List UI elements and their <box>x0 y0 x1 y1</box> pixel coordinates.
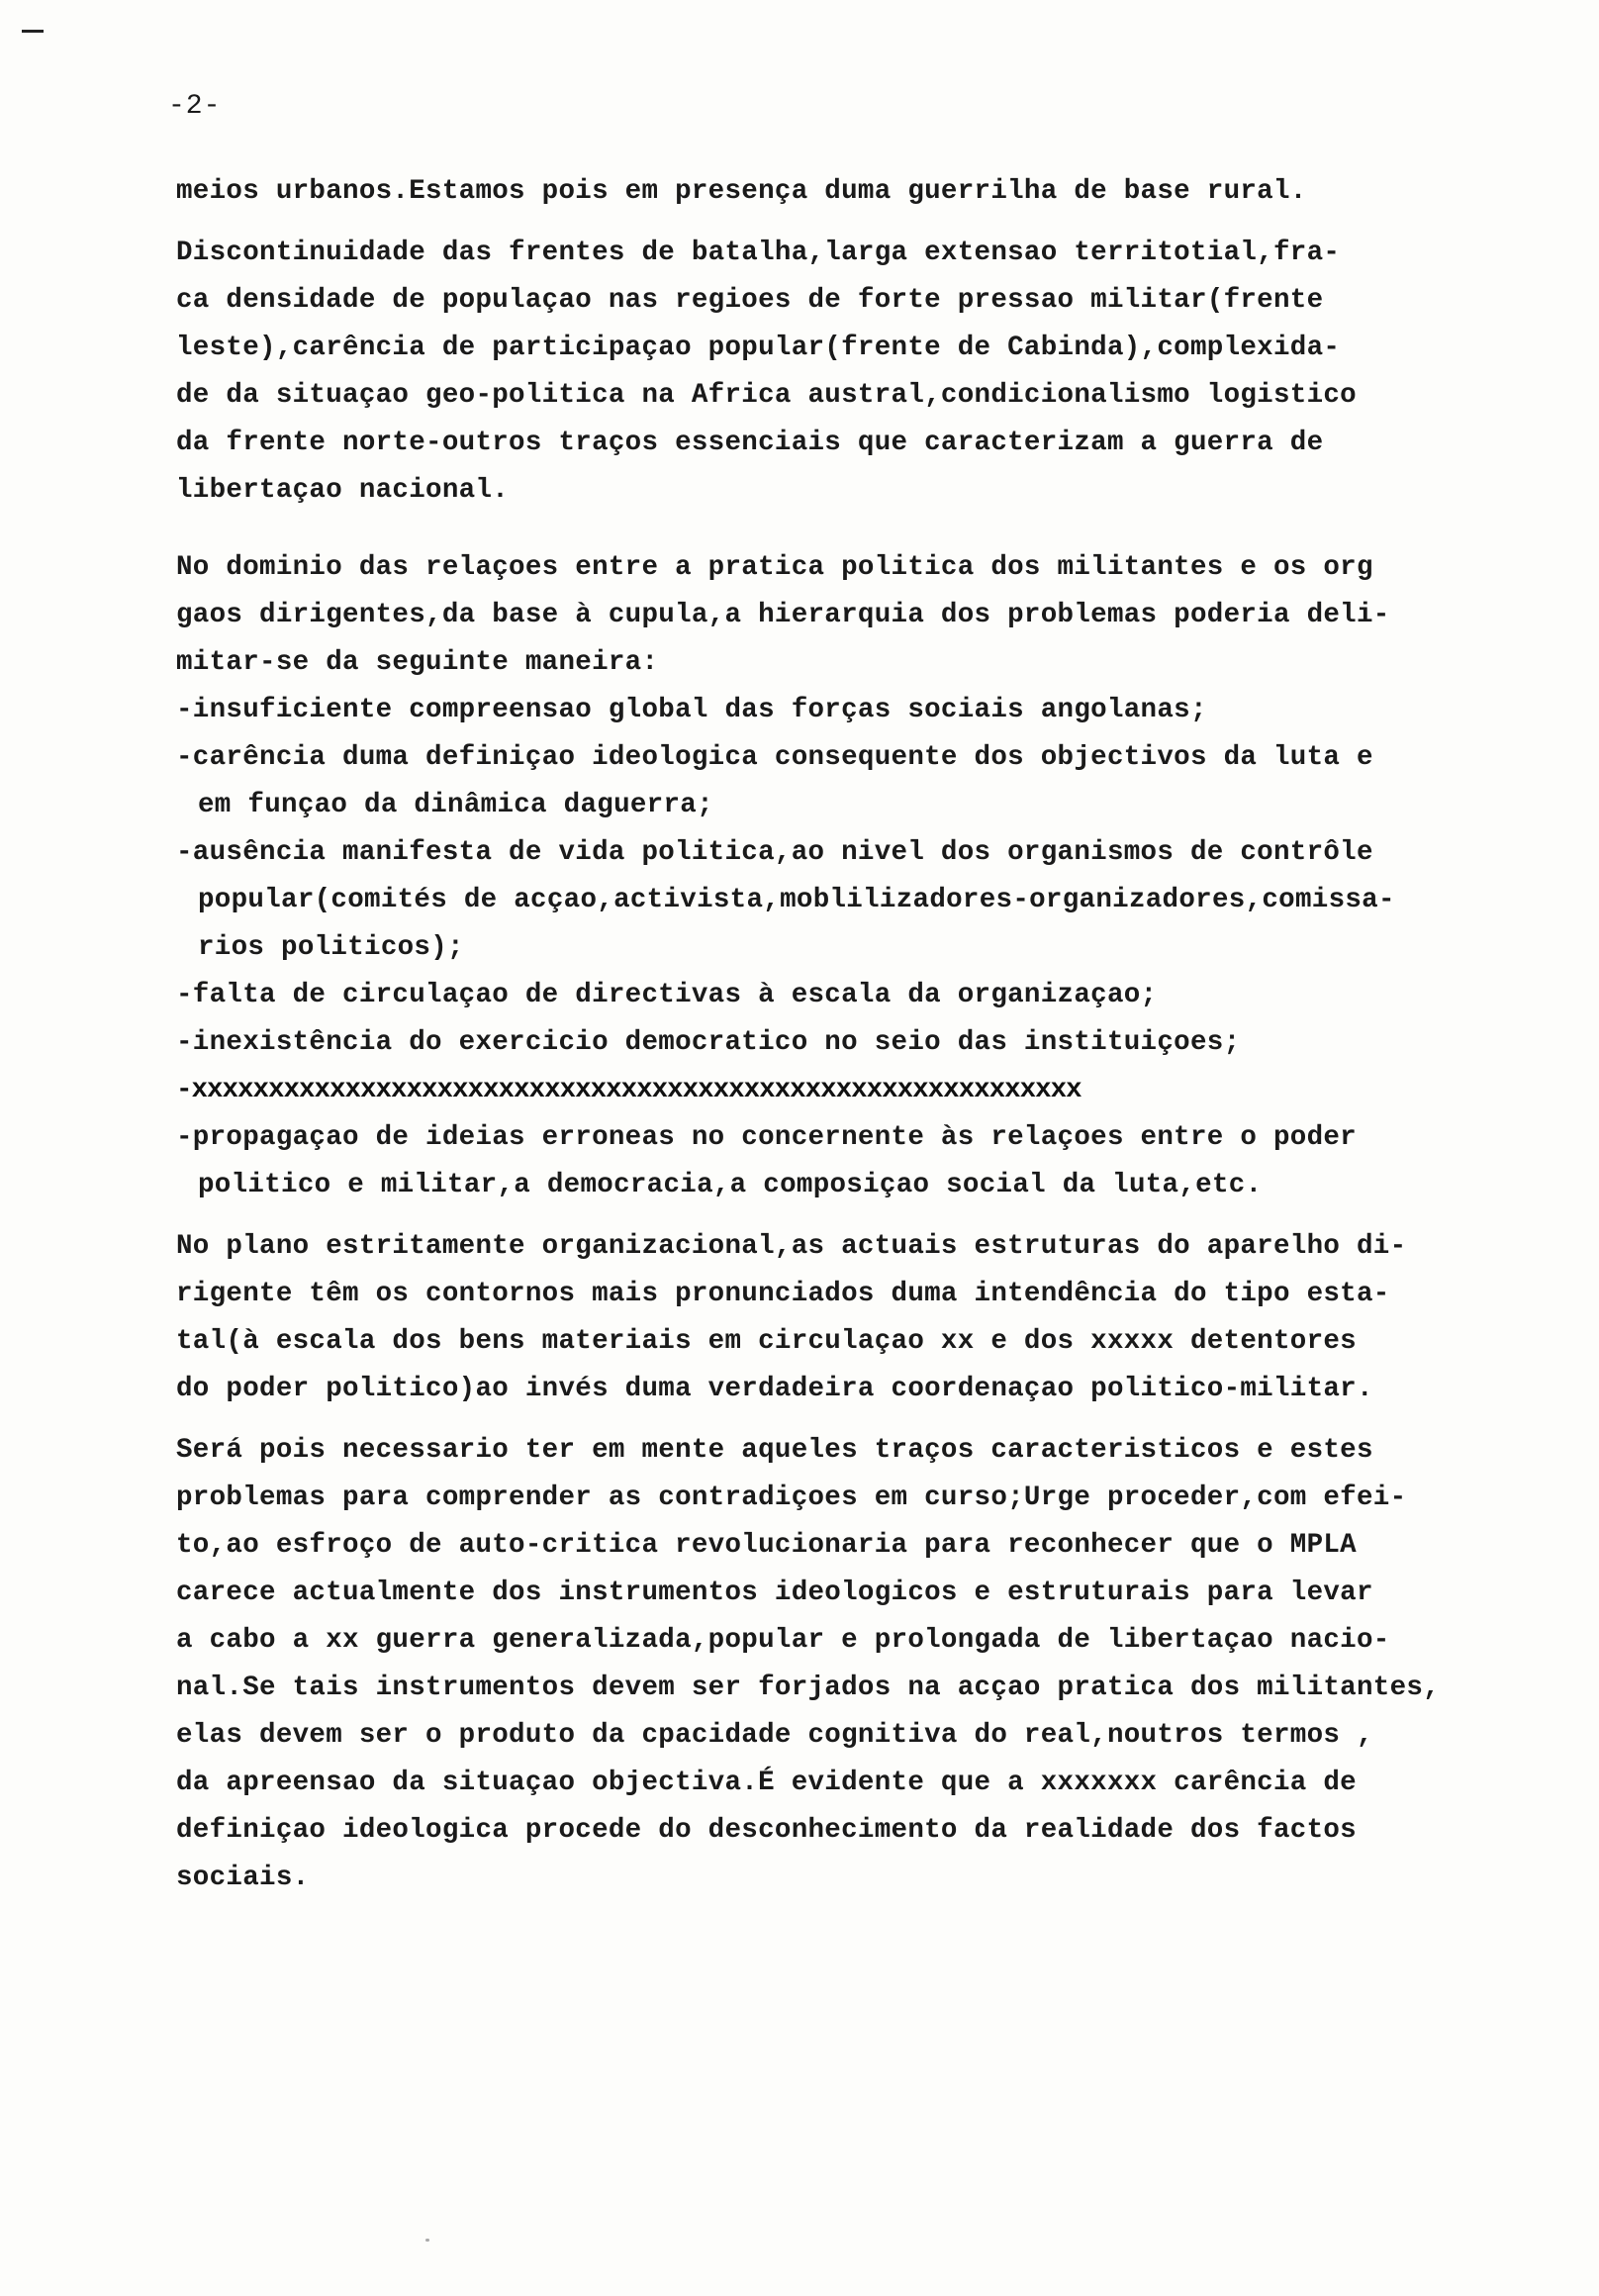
list-item-continuation: rios politicos); <box>198 932 464 963</box>
text-line: Discontinuidade das frentes de batalha,larga extensao territotial,fra- <box>176 238 1341 268</box>
list-item: -ausência manifesta de vida politica,ao nivel dos organismos de contrôle <box>176 837 1373 868</box>
list-item-continuation: popular(comités de acçao,activista,moblilizadores-organizadores,comissa- <box>198 885 1395 915</box>
text-line: Será pois necessario ter em mente aqueles traços caracteristicos e estes <box>176 1435 1373 1466</box>
text-line: meios urbanos.Estamos pois em presença duma guerrilha de base rural. <box>176 176 1307 207</box>
body-text <box>176 168 1561 1902</box>
text-line: rigente têm os contornos mais pronunciados duma intendência do tipo esta- <box>176 1279 1390 1309</box>
text-line: libertaçao nacional. <box>176 475 510 506</box>
page-number: -2- <box>168 91 222 122</box>
text-line: da apreensao da situaçao objectiva.É evidente que a xxxxxxx carência de <box>176 1768 1357 1798</box>
list-item: -propagaçao de ideias erroneas no concernente às relaçoes entre o poder <box>176 1122 1357 1153</box>
paper-speck <box>425 2239 429 2242</box>
text-line: a cabo a xx guerra generalizada,popular e prolongada de libertaçao nacio- <box>176 1625 1390 1656</box>
text-line: No plano estritamente organizacional,as actuais estruturas do aparelho di- <box>176 1231 1407 1262</box>
list-item: -falta de circulaçao de directivas à escala da organizaçao; <box>176 980 1158 1010</box>
text-line: carece actualmente dos instrumentos ideologicos e estruturais para levar <box>176 1578 1373 1608</box>
list-item: -insuficiente compreensao global das forças sociais angolanas; <box>176 695 1207 725</box>
corner-mark <box>22 30 44 33</box>
text-line: tal(à escala dos bens materiais em circulaçao xx e dos xxxxx detentores <box>176 1326 1357 1357</box>
text-line: da frente norte-outros traços essenciais que caracterizam a guerra de <box>176 428 1324 458</box>
struck-out-line: -xxxxxxxxxxxxxxxxxxxxxxxxxxxxxxxxxxxxxxxxxxxxxxxxxxxxxxxxxx <box>176 1075 1082 1105</box>
text-line: ca densidade de populaçao nas regioes de forte pressao militar(frente <box>176 285 1324 316</box>
text-line: sociais. <box>176 1863 310 1893</box>
text-line: do poder politico)ao invés duma verdadeira coordenaçao politico-militar. <box>176 1374 1373 1404</box>
text-line: No dominio das relaçoes entre a pratica politica dos militantes e os org <box>176 552 1373 583</box>
text-line: de da situaçao geo-politica na Africa austral,condicionalismo logistico <box>176 380 1357 411</box>
list-item: -carência duma definiçao ideologica consequente dos objectivos da luta e <box>176 742 1373 773</box>
text-line: elas devem ser o produto da cpacidade cognitiva do real,noutros termos , <box>176 1720 1373 1751</box>
text-line: mitar-se da seguinte maneira: <box>176 647 659 678</box>
text-line: nal.Se tais instrumentos devem ser forjados na acçao pratica dos militantes, <box>176 1673 1441 1703</box>
list-item: -inexistência do exercicio democratico no seio das instituiçoes; <box>176 1027 1241 1058</box>
list-item-continuation: politico e militar,a democracia,a composiçao social da luta,etc. <box>198 1170 1263 1200</box>
text-line: gaos dirigentes,da base à cupula,a hierarquia dos problemas poderia deli- <box>176 600 1390 630</box>
text-line: definiçao ideologica procede do desconhecimento da realidade dos factos <box>176 1815 1357 1846</box>
text-line: leste),carência de participaçao popular(frente de Cabinda),complexida- <box>176 333 1341 363</box>
text-line: to,ao esfroço de auto-critica revolucionaria para reconhecer que o MPLA <box>176 1530 1357 1561</box>
list-item-continuation: em funçao da dinâmica daguerra; <box>198 790 713 820</box>
text-line: problemas para comprender as contradiçoes em curso;Urge proceder,com efei- <box>176 1483 1407 1513</box>
